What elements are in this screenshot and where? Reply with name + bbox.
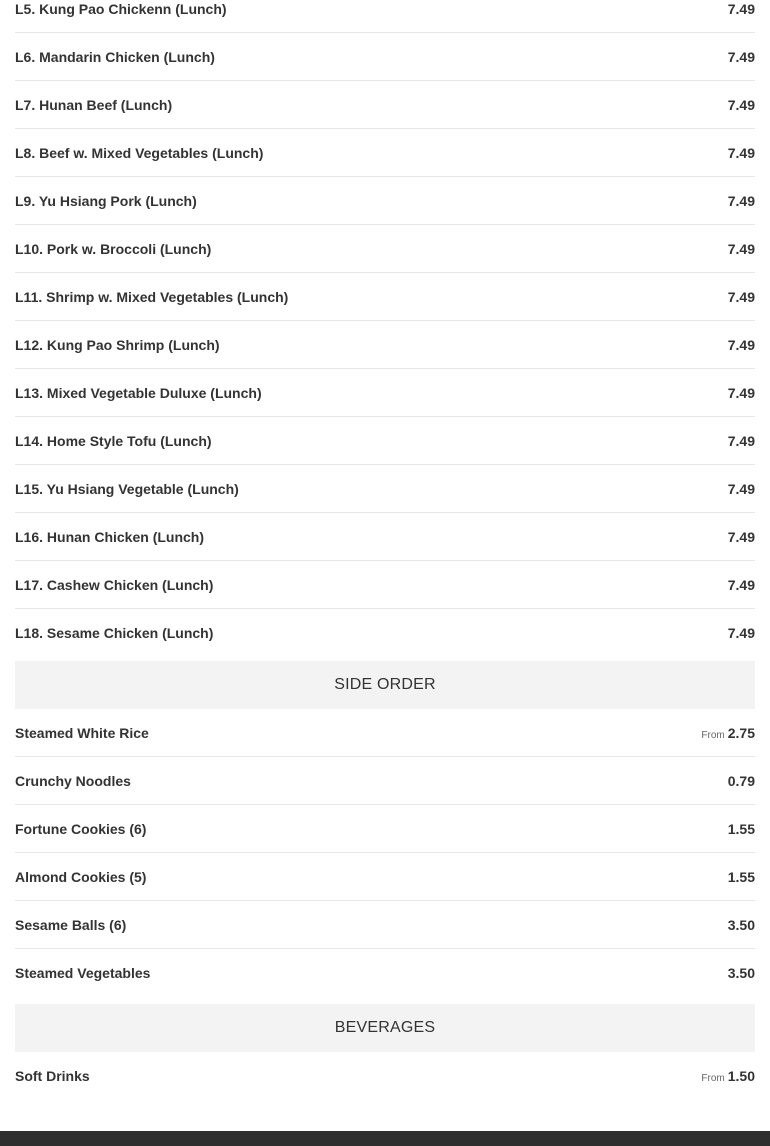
- menu-item[interactable]: [15, 273, 755, 321]
- menu-item[interactable]: [15, 225, 755, 273]
- item-price: 7.49: [727, 288, 755, 305]
- item-price: 7.49: [727, 48, 755, 65]
- menu-item[interactable]: [15, 949, 755, 996]
- item-name: L9. Yu Hsiang Pork (Lunch): [15, 192, 197, 209]
- item-name: Sesame Balls (6): [15, 916, 127, 933]
- item-name: L5. Kung Pao Chickenn (Lunch): [15, 0, 227, 17]
- side-order-section: [15, 661, 755, 996]
- item-name: Soft Drinks: [15, 1067, 90, 1084]
- item-name: L16. Hunan Chicken (Lunch): [15, 528, 205, 545]
- item-price: 7.49: [727, 336, 755, 353]
- item-name: L13. Mixed Vegetable Duluxe (Lunch): [15, 384, 262, 401]
- item-name: Steamed Vegetables: [15, 964, 151, 981]
- item-price: 7.49: [727, 624, 755, 641]
- item-name: L11. Shrimp w. Mixed Vegetables (Lunch): [15, 288, 289, 305]
- menu-item[interactable]: [15, 901, 755, 949]
- from-label: From: [701, 1072, 725, 1084]
- item-name: Steamed White Rice: [15, 724, 149, 741]
- item-name: Almond Cookies (5): [15, 868, 147, 885]
- menu-item[interactable]: [15, 369, 755, 417]
- item-name: L7. Hunan Beef (Lunch): [15, 96, 173, 113]
- item-price: 7.49: [727, 432, 755, 449]
- item-price: 7.49: [727, 528, 755, 545]
- footer-bar: [0, 1131, 770, 1146]
- menu-item[interactable]: [15, 513, 755, 561]
- section-header-beverages: BEVERAGES: [15, 1004, 755, 1052]
- item-price: 7.49: [727, 576, 755, 593]
- item-price: 7.49: [727, 0, 755, 17]
- from-label: From: [701, 729, 725, 741]
- price-value: 2.75: [727, 724, 755, 741]
- item-price: 7.49: [727, 240, 755, 257]
- menu-item[interactable]: [15, 609, 755, 656]
- item-price: 7.49: [727, 480, 755, 497]
- item-price: 7.49: [727, 96, 755, 113]
- menu-item[interactable]: [15, 709, 755, 757]
- menu-item[interactable]: [15, 417, 755, 465]
- item-name: L10. Pork w. Broccoli (Lunch): [15, 240, 212, 257]
- menu-item[interactable]: [15, 465, 755, 513]
- item-price: 7.49: [727, 144, 755, 161]
- item-name: L8. Beef w. Mixed Vegetables (Lunch): [15, 144, 264, 161]
- menu-item[interactable]: [15, 561, 755, 609]
- item-price: [701, 725, 755, 741]
- item-price: 3.50: [727, 964, 755, 981]
- menu-item[interactable]: [15, 81, 755, 129]
- item-price: [701, 1068, 755, 1084]
- item-name: Crunchy Noodles: [15, 772, 131, 789]
- menu-item[interactable]: [15, 805, 755, 853]
- item-name: L6. Mandarin Chicken (Lunch): [15, 48, 215, 65]
- beverages-section: [15, 1004, 755, 1099]
- item-price: 7.49: [727, 192, 755, 209]
- item-name: L14. Home Style Tofu (Lunch): [15, 432, 212, 449]
- menu-item[interactable]: [15, 33, 755, 81]
- menu-item[interactable]: [15, 1052, 755, 1099]
- item-name: L17. Cashew Chicken (Lunch): [15, 576, 214, 593]
- item-name: Fortune Cookies (6): [15, 820, 147, 837]
- menu-item[interactable]: [15, 177, 755, 225]
- lunch-items-list: [15, 0, 755, 656]
- menu-item[interactable]: [15, 853, 755, 901]
- menu-item[interactable]: [15, 321, 755, 369]
- item-name: L18. Sesame Chicken (Lunch): [15, 624, 214, 641]
- menu-item[interactable]: [15, 0, 755, 33]
- item-price: 0.79: [727, 772, 755, 789]
- section-header-side-order: SIDE ORDER: [15, 661, 755, 709]
- item-price: 7.49: [727, 384, 755, 401]
- item-name: L15. Yu Hsiang Vegetable (Lunch): [15, 480, 239, 497]
- item-price: 1.55: [727, 868, 755, 885]
- price-value: 1.50: [727, 1067, 755, 1084]
- item-price: 3.50: [727, 916, 755, 933]
- item-name: L12. Kung Pao Shrimp (Lunch): [15, 336, 220, 353]
- menu-item[interactable]: [15, 129, 755, 177]
- item-price: 1.55: [727, 820, 755, 837]
- menu-item[interactable]: [15, 757, 755, 805]
